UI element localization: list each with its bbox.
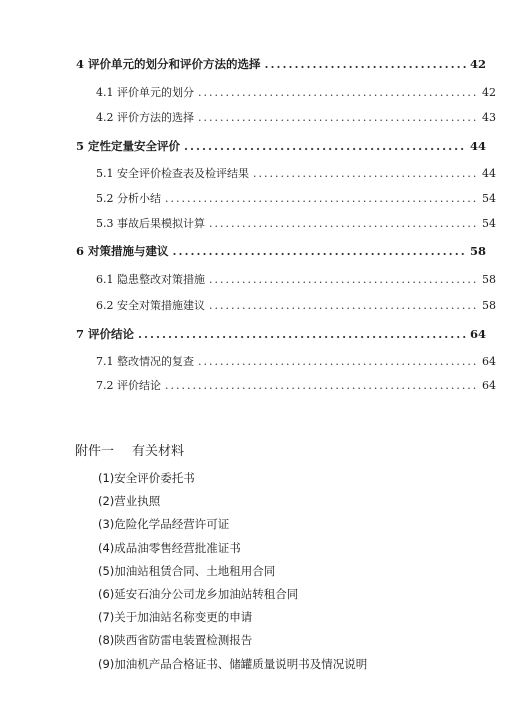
toc-entry[interactable]	[96, 215, 496, 231]
toc-entry-page: 58	[469, 244, 486, 258]
toc-entry[interactable]	[96, 297, 496, 313]
toc-entry-page: 42	[469, 57, 486, 71]
attachment-list	[98, 467, 367, 676]
toc-leader-dots	[165, 379, 478, 392]
toc-leader-dots	[265, 57, 466, 71]
toc-entry-title: 5.3 事故后果模拟计算	[96, 217, 205, 230]
annex-heading	[75, 440, 184, 459]
annex-title: 有关材料	[132, 444, 185, 459]
toc-entry-page: 64	[469, 327, 486, 341]
toc-entry-page: 42	[482, 86, 496, 99]
toc-leader-dots	[198, 355, 478, 368]
toc-entry[interactable]	[96, 377, 496, 393]
attachment-item: (7)关于加油站名称变更的申请	[98, 610, 253, 625]
toc-leader-dots	[253, 167, 478, 180]
toc-entry-title: 7.1 整改情况的复查	[96, 355, 194, 368]
toc-leader-dots	[173, 244, 466, 258]
toc-entry-title: 6.2 安全对策措施建议	[96, 299, 205, 312]
toc-entry-page: 58	[482, 299, 496, 312]
toc-entry-title: 7.2 评价结论	[96, 379, 161, 392]
toc-entry-page: 58	[482, 273, 496, 286]
toc-entry[interactable]	[96, 353, 496, 369]
toc-entry-page: 54	[482, 217, 496, 230]
toc-entry-page: 64	[482, 379, 496, 392]
toc-leader-dots	[209, 273, 478, 286]
toc-entry-page: 54	[482, 192, 496, 205]
toc-entry[interactable]	[76, 243, 486, 259]
toc-leader-dots	[198, 111, 478, 124]
toc-entry-page: 64	[482, 355, 496, 368]
toc-entry[interactable]	[96, 109, 496, 125]
attachment-item: (8)陕西省防雷电装置检测报告	[98, 633, 253, 648]
toc-entry-page: 44	[482, 167, 496, 180]
attachment-item: (1)安全评价委托书	[98, 471, 195, 485]
toc-leader-dots	[198, 86, 478, 99]
toc-entry-title: 6.1 隐患整改对策措施	[96, 273, 205, 286]
toc-leader-dots	[138, 327, 466, 341]
toc-entry-title: 4.2 评价方法的选择	[96, 111, 194, 124]
attachment-item: (9)加油机产品合格证书、储罐质量说明书及情况说明	[98, 656, 368, 671]
toc-entry-title: 4 评价单元的划分和评价方法的选择	[76, 57, 261, 71]
attachment-item: (3)危险化学品经营许可证	[98, 517, 230, 532]
toc-leader-dots	[209, 217, 478, 230]
toc-entry[interactable]	[96, 190, 496, 206]
attachment-item: (6)延安石油分公司龙乡加油站转租合同	[98, 587, 299, 602]
toc-entry-title: 5 定性定量安全评价	[76, 139, 181, 153]
toc-entry[interactable]	[96, 84, 496, 100]
annex-label: 附件一	[75, 444, 115, 459]
toc-entry[interactable]	[96, 165, 496, 181]
toc-entry-title: 6 对策措施与建议	[76, 244, 169, 258]
toc-entry-page: 43	[482, 111, 496, 124]
toc-entry-title: 7 评价结论	[76, 327, 135, 341]
toc-entry-page: 44	[469, 139, 486, 153]
attachment-item: (2)营业执照	[98, 494, 161, 509]
toc-entry-title: 5.2 分析小结	[96, 192, 161, 205]
toc-entry[interactable]	[96, 271, 496, 287]
toc-entry[interactable]	[76, 56, 486, 72]
toc-entry-title: 5.1 安全评价检查表及检评结果	[96, 167, 249, 180]
toc-leader-dots	[184, 139, 466, 153]
attachment-item: (4)成品油零售经营批准证书	[98, 540, 241, 555]
toc-entry[interactable]	[76, 326, 486, 342]
toc-entry-title: 4.1 评价单元的划分	[96, 86, 194, 99]
attachment-item: (5)加油站租赁合同、土地租用合同	[98, 563, 276, 578]
toc-leader-dots	[165, 192, 478, 205]
toc-leader-dots	[209, 299, 478, 312]
toc-entry[interactable]	[76, 138, 486, 154]
